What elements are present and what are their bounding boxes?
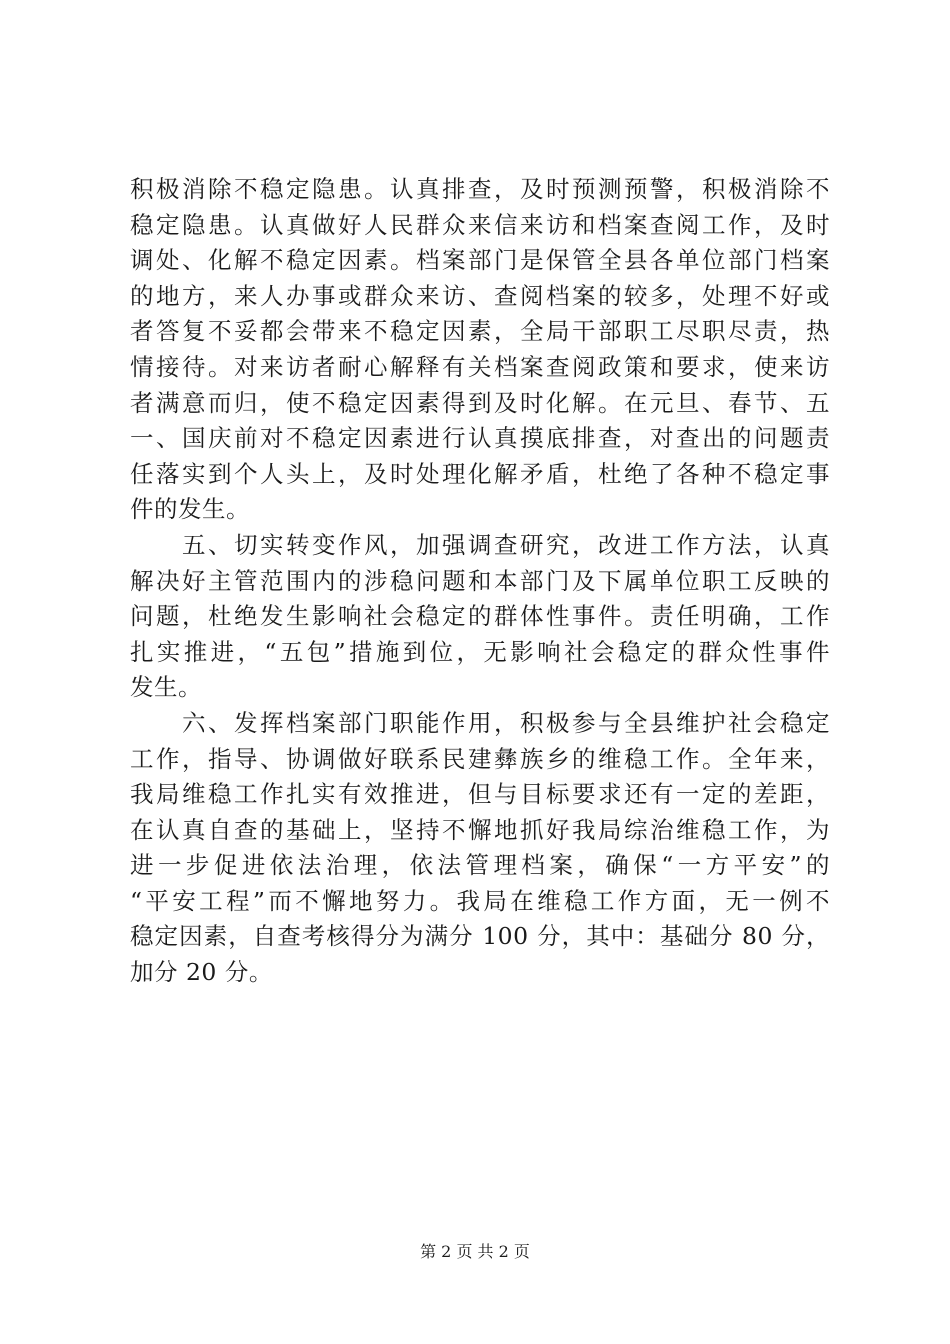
text-line: 解决好主管范围内的涉稳问题和本部门及下属单位职工反映的 bbox=[130, 566, 830, 595]
text-line: 稳定隐患。认真做好人民群众来信来访和档案查阅工作，及时 bbox=[130, 210, 830, 239]
paragraph-end-line: 加分 20 分。 bbox=[130, 958, 273, 987]
paragraph-end-line: 发生。 bbox=[130, 673, 202, 702]
text-line: 我局维稳工作扎实有效推进，但与目标要求还有一定的差距， bbox=[130, 780, 830, 809]
text-line: 在认真自查的基础上，坚持不懈地抓好我局综治维稳工作，为 bbox=[130, 815, 830, 844]
text-line: 问题，杜绝发生影响社会稳定的群体性事件。责任明确，工作 bbox=[130, 602, 830, 631]
text-line: 的地方，来人办事或群众来访、查阅档案的较多，处理不好或 bbox=[130, 281, 830, 310]
text-line: 积极消除不稳定隐患。认真排查，及时预测预警，积极消除不 bbox=[130, 175, 830, 203]
text-line: 进一步促进依法治理，依法管理档案，确保“一方平安”的 bbox=[130, 851, 830, 880]
text-line: 一、国庆前对不稳定因素进行认真摸底排查，对查出的问题责 bbox=[130, 424, 830, 453]
text-line: 六、发挥档案部门职能作用，积极参与全县维护社会稳定 bbox=[130, 708, 830, 737]
text-line: “平安工程”而不懈地努力。我局在维稳工作方面，无一例不 bbox=[130, 886, 830, 915]
text-line: 情接待。对来访者耐心解释有关档案查阅政策和要求，使来访 bbox=[130, 352, 830, 381]
text-line: 稳定因素，自查考核得分为满分 100 分，其中：基础分 80 分， bbox=[130, 922, 830, 951]
text-line: 五、切实转变作风，加强调查研究，改进工作方法，认真 bbox=[130, 530, 830, 559]
text-line: 者满意而归，使不稳定因素得到及时化解。在元旦、春节、五 bbox=[130, 388, 830, 417]
text-line: 任落实到个人头上，及时处理化解矛盾，杜绝了各种不稳定事 bbox=[130, 459, 830, 488]
text-line: 工作，指导、协调做好联系民建彝族乡的维稳工作。全年来， bbox=[130, 744, 830, 773]
document-body bbox=[130, 172, 830, 991]
paragraph-end-line: 件的发生。 bbox=[130, 495, 250, 524]
text-line: 者答复不妥都会带来不稳定因素，全局干部职工尽职尽责，热 bbox=[130, 317, 830, 346]
page-number-footer: 第 2 页 共 2 页 bbox=[420, 1242, 530, 1261]
text-line: 调处、化解不稳定因素。档案部门是保管全县各单位部门档案 bbox=[130, 246, 830, 275]
text-line: 扎实推进，“五包”措施到位，无影响社会稳定的群众性事件 bbox=[130, 637, 830, 666]
